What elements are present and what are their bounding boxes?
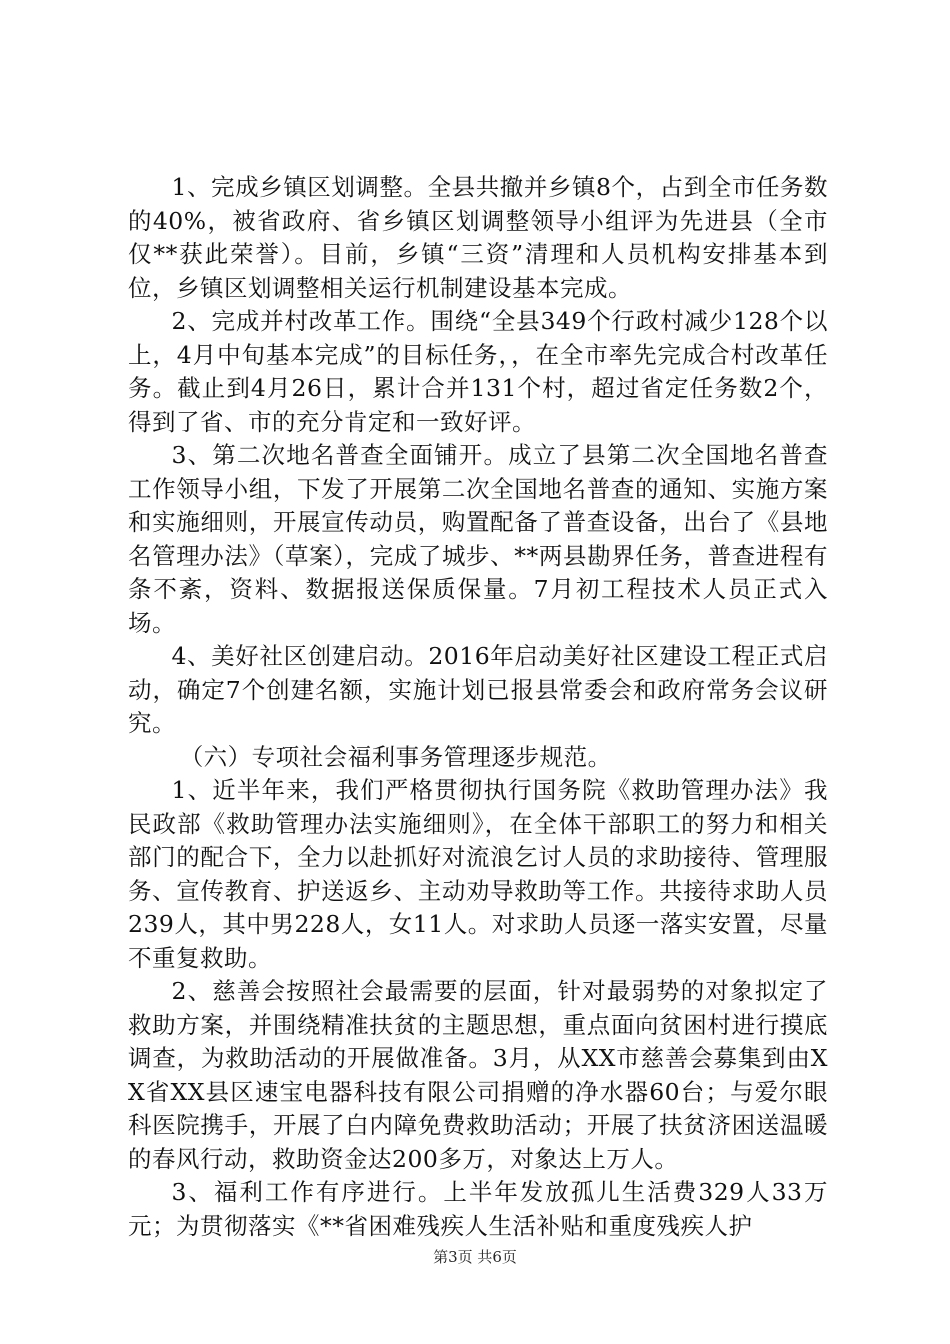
paragraph-community-building: 4、美好社区创建启动。2016年启动美好社区建设工程正式启动，确定7个创建名额，实施计划已报县常委会和政府常务会议研究。 (128, 642, 828, 737)
section-heading-welfare: （六）专项社会福利事务管理逐步规范。 (179, 742, 612, 771)
paragraph-relief-management: 1、近半年来，我们严格贯彻执行国务院《救助管理办法》我民政部《救助管理办法实施细则》，在全体干部职工的努力和相关部门的配合下，全力以赴抓好对流浪乞讨人员的求助接待、管理服务、宣传教育、护送返乡、主动劝导救助等工作。共接待求助人员239人，其中男228人，女11人。对求助人员逐一落实安置，尽量不重复救助。 (128, 776, 828, 972)
paragraph-village-merger: 2、完成并村改革工作。围绕“全县349个行政村减少128个以上，4月中旬基本完成”的目标任务，，在全市率先完成合村改革任务。截止到4月26日，累计合并131个村，超过省定任务数2个，得到了省、市的充分肯定和一致好评。 (128, 307, 828, 436)
document-body (128, 171, 828, 1243)
paragraph-charity: 2、慈善会按照社会最需要的层面，针对最弱势的对象拟定了救助方案，并围绕精准扶贫的主题思想，重点面向贫困村进行摸底调查，为救助活动的开展做准备。3月，从XX市慈善会募集到由XX省XX县区速宝电器科技有限公司捐赠的净水器60台；与爱尔眼科医院携手，开展了白内障免费救助活动；开展了扶贫济困送温暖的春风行动，救助资金达200多万，对象达上万人。 (128, 977, 828, 1173)
paragraph-place-name-census: 3、第二次地名普查全面铺开。成立了县第二次全国地名普查工作领导小组，下发了开展第二次全国地名普查的通知、实施方案和实施细则，开展宣传动员，购置配备了普查设备，出台了《县地名管理办法》（草案），完成了城步、**两县勘界任务，普查进程有条不紊，资料、数据报送保质保量。7月初工程技术人员正式入场。 (128, 441, 828, 637)
paragraph-welfare-work: 3、福利工作有序进行。上半年发放孤儿生活费329人33万元；为贯彻落实《**省困难残疾人生活补贴和重度残疾人护 (128, 1178, 828, 1240)
page-number-footer: 第3页 共6页 (433, 1248, 517, 1266)
paragraph-town-adjustment: 1、完成乡镇区划调整。全县共撤并乡镇8个，占到全市任务数的40%，被省政府、省乡镇区划调整领导小组评为先进县（全市仅**获此荣誉）。目前，乡镇“三资”清理和人员机构安排基本到位，乡镇区划调整相关运行机制建设基本完成。 (128, 173, 828, 302)
